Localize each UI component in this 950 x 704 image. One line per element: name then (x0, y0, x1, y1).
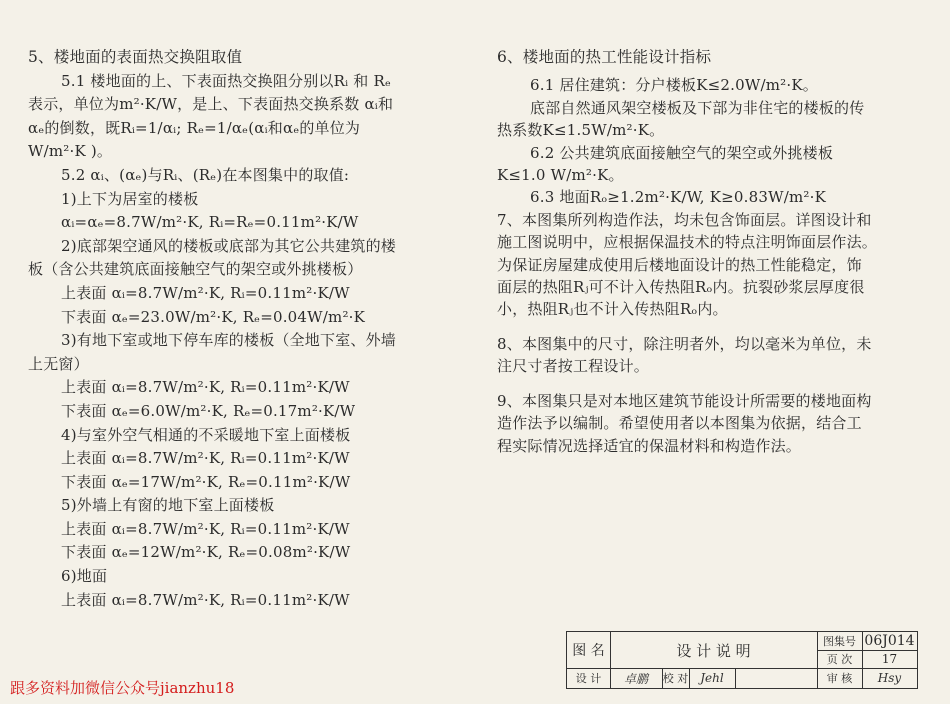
text-line: 6、楼地面的热工性能设计指标 (497, 48, 712, 66)
tb-check-label: 校 对 (662, 672, 689, 685)
text-line: 6.3 地面Rₒ≥1.2m²·K/W, K≥0.83W/m²·K (530, 188, 826, 207)
text-line: 热系数K≤1.5W/m²·K。 (497, 121, 665, 140)
text-line: 9、本图集只是对本地区建筑节能设计所需要的楼地面构 (497, 391, 872, 410)
text-line: 造作法予以编制。希望使用者以本图集为依据，结合工 (497, 414, 862, 433)
text-line: 5.1 楼地面的上、下表面热交换阻分别以Rᵢ 和 Rₑ (61, 71, 391, 90)
title-block (566, 631, 918, 689)
text-line: 底部自然通风架空楼板及下部为非住宅的楼板的传 (530, 98, 865, 117)
text-line: 4)与室外空气相通的不采暖地下室上面楼板 (61, 425, 351, 444)
tb-review-label: 审 核 (826, 672, 853, 685)
spacer (497, 378, 917, 390)
text-line: αᵢ=αₑ=8.7W/m²·K, Rᵢ=Rₑ=0.11m²·K/W (61, 213, 359, 232)
text-line: αₑ的倒数，既Rᵢ=1/αᵢ; Rₑ=1/αₑ(αᵢ和αₑ的单位为 (28, 118, 361, 137)
tb-page-no: 17 (881, 652, 898, 666)
text-line: 上表面 αᵢ=8.7W/m²·K, Rᵢ=0.11m²·K/W (61, 378, 350, 397)
text-line: 上无窗） (28, 354, 89, 373)
tb-empty-cell (735, 668, 817, 688)
text-line: 表示，单位为m²·K/W，是上、下表面热交换系数 αᵢ和 (28, 95, 394, 114)
text-line: 下表面 αₑ=23.0W/m²·K, Rₑ=0.04W/m²·K (61, 307, 366, 326)
text-line: 下表面 αₑ=6.0W/m²·K, Rₑ=0.17m²·K/W (61, 401, 356, 420)
text-line: 2)底部架空通风的楼板或底部为其它公共建筑的楼 (61, 236, 396, 255)
tb-review-signature: Hsy (877, 671, 902, 685)
text-line: K≤1.0 W/m²·K。 (497, 166, 624, 185)
text-line: 6)地面 (61, 567, 108, 586)
spacer (497, 321, 917, 333)
tb-atlas-label: 图集号 (823, 635, 856, 648)
text-line: 面层的热阻Rⱼ可不计入传热阻Rₒ内。抗裂砂浆层厚度很 (497, 278, 865, 297)
text-line: 1)上下为居室的楼板 (61, 189, 199, 208)
text-line: 下表面 αₑ=17W/m²·K, Rₑ=0.11m²·K/W (61, 472, 351, 491)
text-line: 上表面 αᵢ=8.7W/m²·K, Rᵢ=0.11m²·K/W (61, 449, 350, 468)
text-line: 为保证房屋建成使用后楼地面设计的热工性能稳定，饰 (497, 255, 862, 274)
text-line: 上表面 αᵢ=8.7W/m²·K, Rᵢ=0.11m²·K/W (61, 519, 350, 538)
watermark-text: 跟多资料加微信公众号jianzhu18 (10, 679, 235, 697)
text-line: 施工图说明中，应根据保温技术的特点注明饰面层作法。 (497, 233, 878, 252)
tb-name-label: 图 名 (572, 643, 605, 659)
right-column (497, 46, 917, 457)
text-line: 6.1 居住建筑：分户楼板K≤2.0W/m²·K。 (530, 76, 818, 95)
text-line: 5)外墙上有窗的地下室上面楼板 (61, 496, 275, 515)
text-line: 程实际情况选择适宜的保温材料和构造作法。 (497, 436, 802, 455)
tb-check-signature: Jehl (700, 671, 724, 685)
text-line: 上表面 αᵢ=8.7W/m²·K, Rᵢ=0.11m²·K/W (61, 590, 350, 609)
text-line: 3)有地下室或地下停车库的楼板（全地下室、外墙 (61, 331, 396, 350)
text-line: 板（含公共建筑底面接触空气的架空或外挑楼板） (28, 260, 363, 279)
text-line: 5、楼地面的表面热交换阻取值 (28, 48, 243, 66)
tb-title: 设 计 说 明 (676, 641, 751, 660)
text-line: W/m²·K )。 (28, 142, 113, 161)
tb-page-label: 页 次 (826, 653, 853, 666)
text-line: 下表面 αₑ=12W/m²·K, Rₑ=0.08m²·K/W (61, 543, 351, 562)
tb-design-signature: 卓鹏 (623, 671, 648, 686)
text-line: 注尺寸者按工程设计。 (497, 357, 650, 376)
text-line: 5.2 αᵢ、(αₑ)与Rᵢ、(Rₑ)在本图集中的取值: (61, 165, 350, 184)
text-line: 8、本图集中的尺寸，除注明者外，均以毫米为单位，未 (497, 334, 872, 353)
text-line: 小，热阻Rⱼ也不计入传热阻Rₒ内。 (497, 300, 728, 319)
left-column (28, 46, 468, 612)
text-line: 7、本图集所列构造作法，均未包含饰面层。详图设计和 (497, 210, 872, 229)
tb-atlas-no: 06J014 (864, 633, 915, 649)
tb-design-label: 设 计 (575, 672, 602, 685)
text-line: 上表面 αᵢ=8.7W/m²·K, Rᵢ=0.11m²·K/W (61, 283, 350, 302)
text-line: 6.2 公共建筑底面接触空气的架空或外挑楼板 (530, 143, 834, 162)
